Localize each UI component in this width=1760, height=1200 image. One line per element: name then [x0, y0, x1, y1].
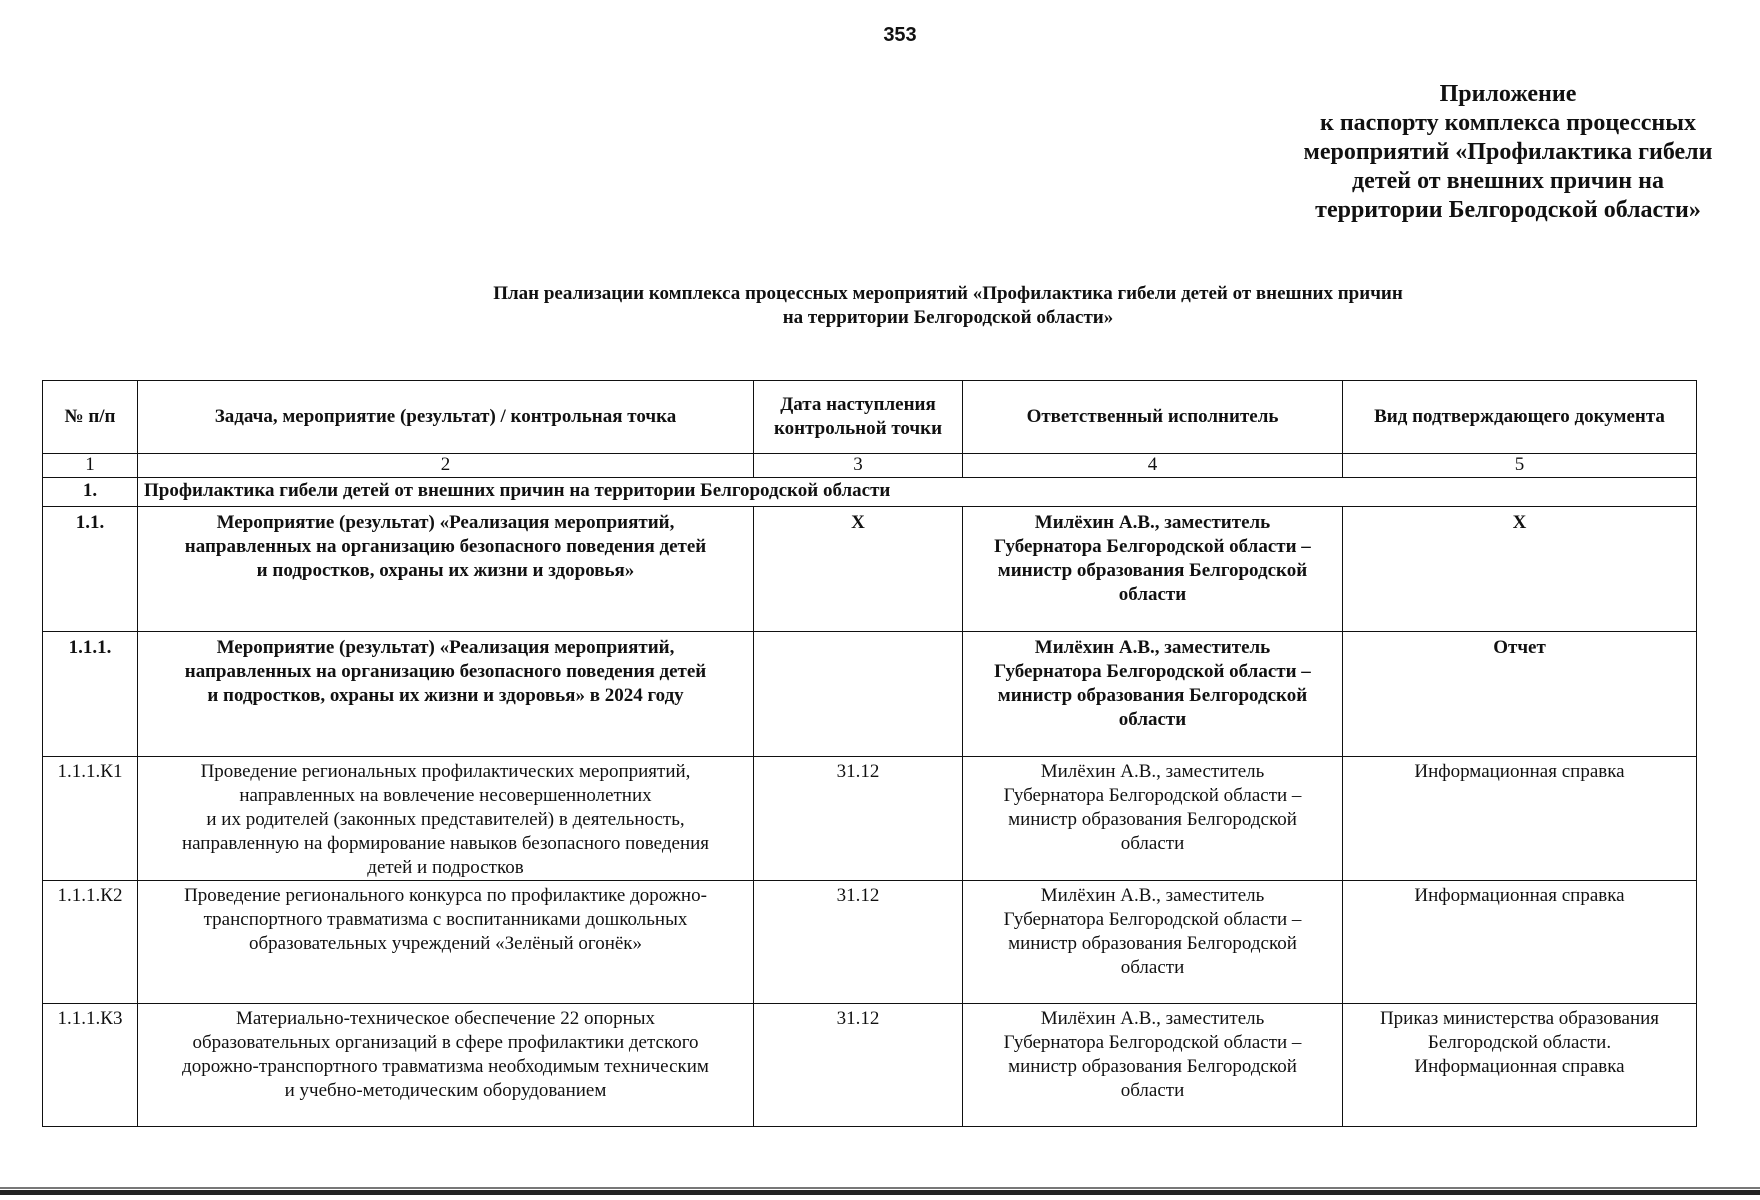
row-document [1343, 632, 1697, 757]
task-line: направленных на организацию безопасного поведения детей [184, 536, 707, 557]
header-document: Вид подтверждающего документа [1343, 381, 1697, 454]
row-date: 31.12 [754, 757, 963, 881]
task-line: дорожно-транспортного травматизма необходимым техническим [182, 1056, 709, 1077]
executor-line: Милёхин А.В., заместитель [1040, 1008, 1265, 1029]
page-number: 353 [883, 24, 917, 46]
appendix-line: к паспорту комплекса процессных [1320, 110, 1696, 136]
executor-line: министр образования Белгородской [1008, 933, 1297, 954]
task-line: и их родителей (законных представителей) в деятельность, [206, 809, 685, 830]
row-task [138, 1004, 754, 1127]
row-executor [963, 881, 1343, 1004]
document-line: Информационная справка [1414, 1056, 1625, 1077]
row-task [138, 757, 754, 881]
document-line: Отчет [1493, 637, 1546, 658]
row-executor [963, 757, 1343, 881]
row-document [1343, 507, 1697, 632]
executor-line: Губернатора Белгородской области – [994, 536, 1311, 557]
table-row [43, 632, 1697, 757]
table-row [43, 757, 1697, 881]
task-line: и учебно-методическим оборудованием [284, 1080, 607, 1101]
row-num: 1.1.1.К2 [43, 881, 138, 1004]
executor-line: Милёхин А.В., заместитель [1040, 761, 1265, 782]
section-row [43, 478, 1697, 507]
document-line: Информационная справка [1414, 885, 1625, 906]
header-num: № п/п [43, 381, 138, 454]
task-line: направленных на организацию безопасного поведения детей [184, 661, 707, 682]
executor-line: Милёхин А.В., заместитель [1040, 885, 1265, 906]
row-task [138, 507, 754, 632]
column-number-row [43, 454, 1697, 478]
document-line: X [1512, 512, 1527, 533]
scan-edge-shadow [0, 1187, 1760, 1189]
task-line: образовательных учреждений «Зелёный огонёк» [248, 933, 643, 954]
row-executor [963, 1004, 1343, 1127]
executor-line: Милёхин А.В., заместитель [1034, 637, 1271, 658]
appendix-heading [1258, 80, 1758, 225]
document-line: Информационная справка [1414, 761, 1625, 782]
plan-title-line: на территории Белгородской области» [782, 307, 1114, 328]
task-line: направленную на формирование навыков безопасного поведения [181, 833, 710, 854]
appendix-line: Приложение [1439, 81, 1577, 107]
task-line: Проведение регионального конкурса по профилактике дорожно- [184, 885, 707, 906]
column-number: 1 [43, 454, 138, 478]
section-title: Профилактика гибели детей от внешних причин на территории Белгородской области [138, 478, 1697, 507]
task-line: и подростков, охраны их жизни и здоровья» [256, 560, 635, 581]
plan-title [60, 282, 1760, 330]
column-number: 4 [963, 454, 1343, 478]
appendix-line: детей от внешних причин на [1352, 168, 1664, 194]
row-document [1343, 881, 1697, 1004]
task-line: детей и подростков [367, 857, 524, 878]
executor-line: области [1118, 709, 1187, 730]
row-document [1343, 1004, 1697, 1127]
row-task [138, 881, 754, 1004]
executor-line: Губернатора Белгородской области – [994, 661, 1311, 682]
task-line: Мероприятие (результат) «Реализация мероприятий, [216, 512, 675, 533]
row-date: 31.12 [754, 881, 963, 1004]
appendix-line: мероприятий «Профилактика гибели [1303, 139, 1713, 165]
executor-line: Милёхин А.В., заместитель [1034, 512, 1271, 533]
row-task [138, 632, 754, 757]
executor-line: министр образования Белгородской [1008, 809, 1297, 830]
table-row [43, 507, 1697, 632]
column-number: 2 [138, 454, 754, 478]
executor-line: Губернатора Белгородской области – [1003, 1032, 1302, 1053]
executor-line: области [1118, 584, 1187, 605]
table-header-row [43, 381, 1697, 454]
document-line: Белгородской области. [1427, 1032, 1612, 1053]
task-line: транспортного травматизма с воспитанниками дошкольных [203, 909, 688, 930]
row-date: X [754, 507, 963, 632]
task-line: и подростков, охраны их жизни и здоровья» в 2024 году [207, 685, 684, 706]
column-number: 5 [1343, 454, 1697, 478]
implementation-plan-table [42, 380, 1697, 1127]
row-date: 31.12 [754, 1004, 963, 1127]
executor-line: Губернатора Белгородской области – [1003, 785, 1302, 806]
row-num: 1.1.1. [43, 632, 138, 757]
row-executor [963, 632, 1343, 757]
plan-title-line: План реализации комплекса процессных мероприятий «Профилактика гибели детей от внешних причин [493, 283, 1403, 304]
row-num: 1.1.1.К1 [43, 757, 138, 881]
task-line: Мероприятие (результат) «Реализация мероприятий, [216, 637, 675, 658]
task-line: Проведение региональных профилактических мероприятий, [200, 761, 691, 782]
header-date: Дата наступления контрольной точки [754, 381, 963, 454]
scan-edge-line [0, 1190, 1760, 1195]
row-date [754, 632, 963, 757]
row-num: 1.1. [43, 507, 138, 632]
executor-line: министр образования Белгородской [1008, 1056, 1297, 1077]
task-line: образовательных организаций в сфере профилактики детского [192, 1032, 699, 1053]
executor-line: области [1120, 957, 1185, 978]
document-line: Приказ министерства образования [1379, 1008, 1660, 1029]
column-number: 3 [754, 454, 963, 478]
header-task: Задача, мероприятие (результат) / контрольная точка [138, 381, 754, 454]
table-row [43, 881, 1697, 1004]
executor-line: министр образования Белгородской [997, 685, 1308, 706]
task-line: направленных на вовлечение несовершеннолетних [239, 785, 652, 806]
task-line: Материально-техническое обеспечение 22 опорных [235, 1008, 656, 1029]
appendix-line: территории Белгородской области» [1315, 197, 1701, 223]
executor-line: области [1120, 1080, 1185, 1101]
row-num: 1.1.1.К3 [43, 1004, 138, 1127]
header-executor: Ответственный исполнитель [963, 381, 1343, 454]
section-num: 1. [43, 478, 138, 507]
row-document [1343, 757, 1697, 881]
executor-line: Губернатора Белгородской области – [1003, 909, 1302, 930]
table-row [43, 1004, 1697, 1127]
executor-line: области [1120, 833, 1185, 854]
row-executor [963, 507, 1343, 632]
executor-line: министр образования Белгородской [997, 560, 1308, 581]
